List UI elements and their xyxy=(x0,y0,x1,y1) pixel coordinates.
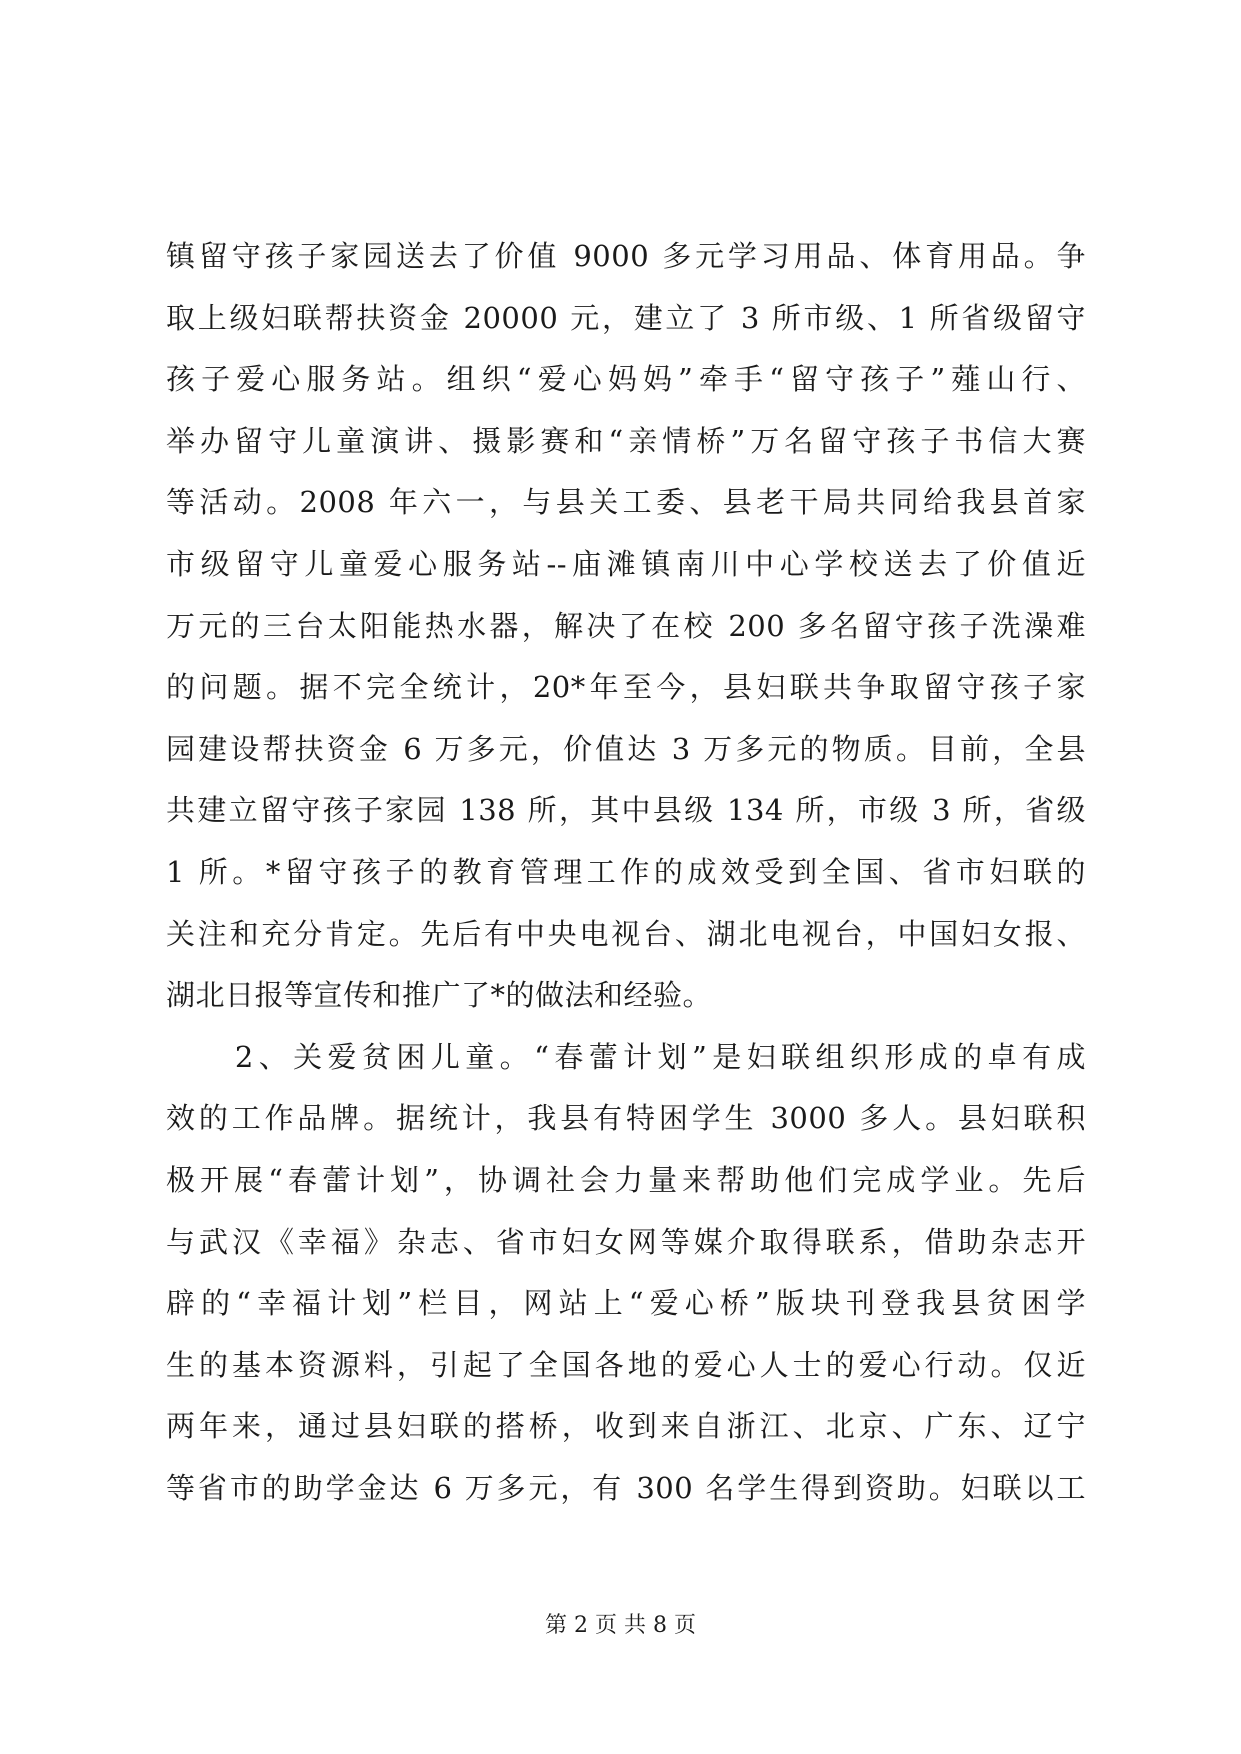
text-line: 等活动。2008 年六一，与县关工委、县老干局共同给我县首家 xyxy=(166,485,1086,520)
text-line: 1 所。*留守孩子的教育管理工作的成效受到全国、省市妇联的 xyxy=(166,854,1086,889)
text-line: 与武汉《幸福》杂志、省市妇女网等媒介取得联系，借助杂志开 xyxy=(166,1224,1086,1259)
text-line: 两年来，通过县妇联的搭桥，收到来自浙江、北京、广东、辽宁 xyxy=(166,1409,1086,1444)
text-line: 市级留守儿童爱心服务站--庙滩镇南川中心学校送去了价值近 xyxy=(166,546,1086,581)
text-line: 取上级妇联帮扶资金 20000 元，建立了 3 所市级、1 所省级留守 xyxy=(166,300,1086,335)
text-line: 2、关爱贫困儿童。“春蕾计划”是妇联组织形成的卓有成 xyxy=(166,1039,1086,1074)
text-line: 辟的“幸福计划”栏目，网站上“爱心桥”版块刊登我县贫困学 xyxy=(166,1286,1086,1321)
body-text xyxy=(166,226,1086,1519)
text-line: 极开展“春蕾计划”，协调社会力量来帮助他们完成学业。先后 xyxy=(166,1162,1086,1197)
text-line: 效的工作品牌。据统计，我县有特困学生 3000 多人。县妇联积 xyxy=(166,1101,1086,1136)
text-line: 共建立留守孩子家园 138 所，其中县级 134 所，市级 3 所，省级 xyxy=(166,793,1086,828)
text-line: 生的基本资源料，引起了全国各地的爱心人士的爱心行动。仅近 xyxy=(166,1347,1086,1382)
text-line: 万元的三台太阳能热水器，解决了在校 200 多名留守孩子洗澡难 xyxy=(166,608,1086,643)
text-line: 孩子爱心服务站。组织“爱心妈妈”牵手“留守孩子”薤山行、 xyxy=(166,362,1086,397)
text-line: 园建设帮扶资金 6 万多元，价值达 3 万多元的物质。目前，全县 xyxy=(166,731,1086,766)
text-line: 湖北日报等宣传和推广了*的做法和经验。 xyxy=(166,978,713,1013)
text-line: 镇留守孩子家园送去了价值 9000 多元学习用品、体育用品。争 xyxy=(166,239,1086,273)
text-line: 的问题。据不完全统计，20*年至今，县妇联共争取留守孩子家 xyxy=(166,670,1086,705)
text-line: 等省市的助学金达 6 万多元，有 300 名学生得到资助。妇联以工 xyxy=(166,1470,1086,1505)
text-line: 关注和充分肯定。先后有中央电视台、湖北电视台，中国妇女报、 xyxy=(166,916,1086,951)
text-line: 举办留守儿童演讲、摄影赛和“亲情桥”万名留守孩子书信大赛 xyxy=(166,423,1086,458)
page-number-footer: 第 2 页 共 8 页 xyxy=(545,1613,696,1638)
